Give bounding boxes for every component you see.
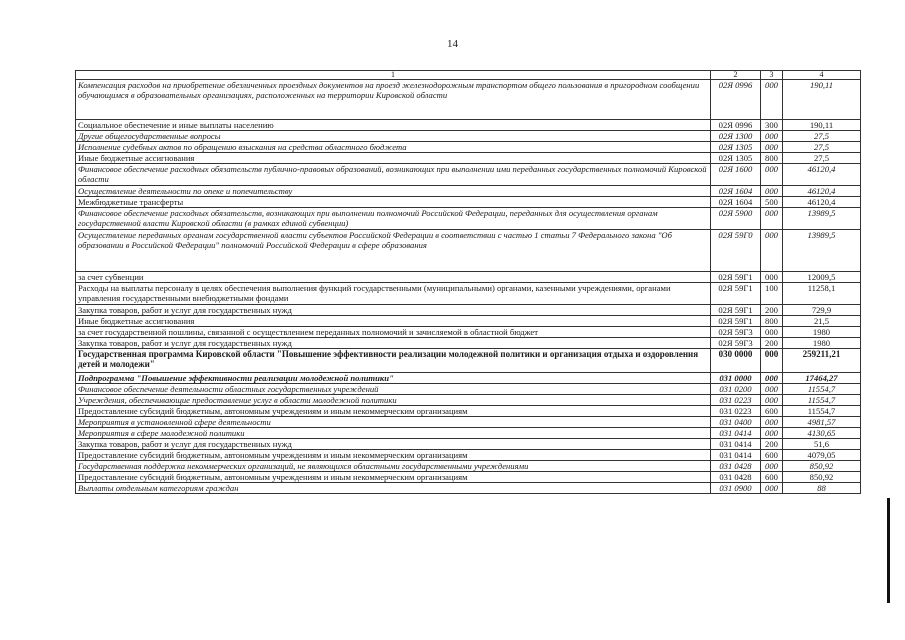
row-csr-cell: 02Я 59Г3 [711, 327, 761, 338]
row-sum-cell: 51,6 [783, 439, 861, 450]
row-vr-cell: 600 [761, 450, 783, 461]
row-csr-cell: 02Я 59Г1 [711, 305, 761, 316]
row-vr-cell: 000 [761, 208, 783, 230]
table-header-row [76, 71, 861, 80]
row-csr-cell: 031 0223 [711, 406, 761, 417]
table-row [76, 142, 861, 153]
row-name-cell: Осуществление деятельности по опеке и попечительству [76, 186, 711, 197]
row-vr-cell: 000 [761, 80, 783, 120]
row-vr-cell: 000 [761, 428, 783, 439]
row-vr-cell: 600 [761, 472, 783, 483]
row-sum-cell: 190,11 [783, 120, 861, 131]
row-vr-cell: 600 [761, 406, 783, 417]
row-name-cell: Межбюджетные трансферты [76, 197, 711, 208]
table-row [76, 450, 861, 461]
row-sum-cell: 27,5 [783, 153, 861, 164]
header-col-csr: 2 [711, 71, 761, 80]
row-name-cell: Закупка товаров, работ и услуг для государственных нужд [76, 439, 711, 450]
row-csr-cell: 02Я 1305 [711, 142, 761, 153]
row-sum-cell: 11258,1 [783, 283, 861, 305]
margin-bar [887, 498, 890, 603]
table-row [76, 472, 861, 483]
table-row [76, 131, 861, 142]
row-sum-cell: 88 [783, 483, 861, 494]
row-vr-cell: 000 [761, 272, 783, 283]
row-csr-cell: 02Я 5900 [711, 208, 761, 230]
row-name-cell: Предоставление субсидий бюджетным, автономным учреждениям и иным некоммерческим организациям [76, 406, 711, 417]
table-row [76, 208, 861, 230]
table-row [76, 417, 861, 428]
page-number: 14 [447, 38, 458, 50]
table-row [76, 349, 861, 373]
row-name-cell: Иные бюджетные ассигнования [76, 153, 711, 164]
table-row [76, 153, 861, 164]
row-sum-cell: 4981,57 [783, 417, 861, 428]
row-csr-cell: 02Я 59Г1 [711, 272, 761, 283]
row-name-cell: за счет государственной пошлины, связанной с осуществлением переданных полномочий и зачисляемой в областной бюджет [76, 327, 711, 338]
table-row [76, 428, 861, 439]
table-row [76, 373, 861, 384]
row-csr-cell: 02Я 1604 [711, 186, 761, 197]
table-row [76, 406, 861, 417]
row-name-cell: Учреждения, обеспечивающие предоставление услуг в области молодежной политики [76, 395, 711, 406]
row-sum-cell: 12009,5 [783, 272, 861, 283]
row-vr-cell: 000 [761, 142, 783, 153]
row-csr-cell: 031 0414 [711, 439, 761, 450]
row-name-cell: Социальное обеспечение и иные выплаты населению [76, 120, 711, 131]
row-csr-cell: 031 0200 [711, 384, 761, 395]
row-vr-cell: 000 [761, 164, 783, 186]
row-name-cell: Осуществление переданных органам государственной власти субъектов Российской Федерации в соответствии с частью 1 статьи 7 Федерального закона "Об образовании в Российской Федерации" полномочий Российской Федерации в сфере образования [76, 230, 711, 272]
row-sum-cell: 46120,4 [783, 197, 861, 208]
row-vr-cell: 000 [761, 461, 783, 472]
row-name-cell: Расходы на выплаты персоналу в целях обеспечения выполнения функций государственными (муниципальными) органами, казенными учреждениями, органами управления государственными внебюджетными фондами [76, 283, 711, 305]
table-row [76, 483, 861, 494]
table-row [76, 384, 861, 395]
row-name-cell: Государственная программа Кировской области "Повышение эффективности реализации молодежной политики и организация отдыха и оздоровления детей и молодежи" [76, 349, 711, 373]
row-csr-cell: 030 0000 [711, 349, 761, 373]
table-row [76, 283, 861, 305]
row-vr-cell: 300 [761, 120, 783, 131]
row-sum-cell: 190,11 [783, 80, 861, 120]
row-csr-cell: 031 0414 [711, 428, 761, 439]
row-sum-cell: 1980 [783, 327, 861, 338]
row-sum-cell: 17464,27 [783, 373, 861, 384]
table-row [76, 461, 861, 472]
row-csr-cell: 02Я 0996 [711, 80, 761, 120]
row-csr-cell: 02Я 1300 [711, 131, 761, 142]
row-sum-cell: 259211,21 [783, 349, 861, 373]
row-csr-cell: 02Я 1600 [711, 164, 761, 186]
row-csr-cell: 031 0428 [711, 461, 761, 472]
row-csr-cell: 031 0223 [711, 395, 761, 406]
row-vr-cell: 000 [761, 230, 783, 272]
row-sum-cell: 1980 [783, 338, 861, 349]
row-name-cell: Предоставление субсидий бюджетным, автономным учреждениям и иным некоммерческим организациям [76, 450, 711, 461]
table-row [76, 305, 861, 316]
row-sum-cell: 13989,5 [783, 230, 861, 272]
row-vr-cell: 000 [761, 395, 783, 406]
row-csr-cell: 031 0900 [711, 483, 761, 494]
row-csr-cell: 02Я 1305 [711, 153, 761, 164]
row-vr-cell: 500 [761, 197, 783, 208]
row-csr-cell: 02Я 59Г0 [711, 230, 761, 272]
row-vr-cell: 000 [761, 384, 783, 395]
row-csr-cell: 02Я 59Г3 [711, 338, 761, 349]
row-sum-cell: 21,5 [783, 316, 861, 327]
row-sum-cell: 11554,7 [783, 384, 861, 395]
table-body [76, 80, 861, 494]
budget-table [75, 70, 861, 494]
row-sum-cell: 46120,4 [783, 164, 861, 186]
row-name-cell: Выплаты отдельным категориям граждан [76, 483, 711, 494]
row-sum-cell: 11554,7 [783, 395, 861, 406]
header-col-vr: 3 [761, 71, 783, 80]
row-name-cell: Финансовое обеспечение деятельности областных государственных учреждений [76, 384, 711, 395]
row-csr-cell: 031 0400 [711, 417, 761, 428]
row-name-cell: Мероприятия в сфере молодежной политики [76, 428, 711, 439]
table-row [76, 338, 861, 349]
row-vr-cell: 000 [761, 186, 783, 197]
table-row [76, 120, 861, 131]
header-col-sum: 4 [783, 71, 861, 80]
row-csr-cell: 031 0428 [711, 472, 761, 483]
row-vr-cell: 000 [761, 417, 783, 428]
row-csr-cell: 02Я 0996 [711, 120, 761, 131]
row-name-cell: Закупка товаров, работ и услуг для государственных нужд [76, 338, 711, 349]
table-row [76, 327, 861, 338]
row-name-cell: Предоставление субсидий бюджетным, автономным учреждениям и иным некоммерческим организациям [76, 472, 711, 483]
table-row [76, 230, 861, 272]
row-csr-cell: 02Я 1604 [711, 197, 761, 208]
row-name-cell: Мероприятия в установленной сфере деятельности [76, 417, 711, 428]
row-name-cell: Иные бюджетные ассигнования [76, 316, 711, 327]
row-sum-cell: 46120,4 [783, 186, 861, 197]
row-sum-cell: 27,5 [783, 142, 861, 153]
row-vr-cell: 200 [761, 305, 783, 316]
row-sum-cell: 4079,05 [783, 450, 861, 461]
row-sum-cell: 4130,65 [783, 428, 861, 439]
row-vr-cell: 100 [761, 283, 783, 305]
row-vr-cell: 000 [761, 483, 783, 494]
table-row [76, 272, 861, 283]
row-name-cell: за счет субвенции [76, 272, 711, 283]
row-csr-cell: 031 0000 [711, 373, 761, 384]
row-sum-cell: 13989,5 [783, 208, 861, 230]
row-sum-cell: 729,9 [783, 305, 861, 316]
row-vr-cell: 800 [761, 153, 783, 164]
table-row [76, 186, 861, 197]
row-name-cell: Финансовое обеспечение расходных обязательств публично-правовых образований, возникающих при выполнении ими переданных государственных полномочий Кировской области [76, 164, 711, 186]
row-sum-cell: 11554,7 [783, 406, 861, 417]
row-vr-cell: 200 [761, 338, 783, 349]
table-row [76, 197, 861, 208]
row-sum-cell: 850,92 [783, 472, 861, 483]
row-name-cell: Закупка товаров, работ и услуг для государственных нужд [76, 305, 711, 316]
table-row [76, 316, 861, 327]
row-csr-cell: 02Я 59Г1 [711, 316, 761, 327]
table-row [76, 80, 861, 120]
row-csr-cell: 031 0414 [711, 450, 761, 461]
row-vr-cell: 000 [761, 349, 783, 373]
row-vr-cell: 000 [761, 327, 783, 338]
header-col-name: 1 [76, 71, 711, 80]
row-vr-cell: 000 [761, 373, 783, 384]
table-row [76, 395, 861, 406]
row-name-cell: Финансовое обеспечение расходных обязательств, возникающих при выполнении полномочий Российской Федерации, переданных для осуществления органам государственной власти Кировской области (в рамках единой субвенции) [76, 208, 711, 230]
row-sum-cell: 27,5 [783, 131, 861, 142]
row-csr-cell: 02Я 59Г1 [711, 283, 761, 305]
row-name-cell: Другие общегосударственные вопросы [76, 131, 711, 142]
row-name-cell: Подпрограмма "Повышение эффективности реализации молодежной политики" [76, 373, 711, 384]
row-vr-cell: 000 [761, 131, 783, 142]
row-vr-cell: 200 [761, 439, 783, 450]
row-name-cell: Исполнение судебных актов по обращению взыскания на средства областного бюджета [76, 142, 711, 153]
row-name-cell: Государственная поддержка некоммерческих организаций, не являющихся областными государственными учреждениями [76, 461, 711, 472]
row-sum-cell: 850,92 [783, 461, 861, 472]
table-row [76, 164, 861, 186]
table-row [76, 439, 861, 450]
row-name-cell: Компенсация расходов на приобретение обезличенных проездных документов на проезд железнодорожным транспортом общего пользования в пригородном сообщении обучающимся в образовательных организациях, расположенных на территории Кировской области [76, 80, 711, 120]
row-vr-cell: 800 [761, 316, 783, 327]
